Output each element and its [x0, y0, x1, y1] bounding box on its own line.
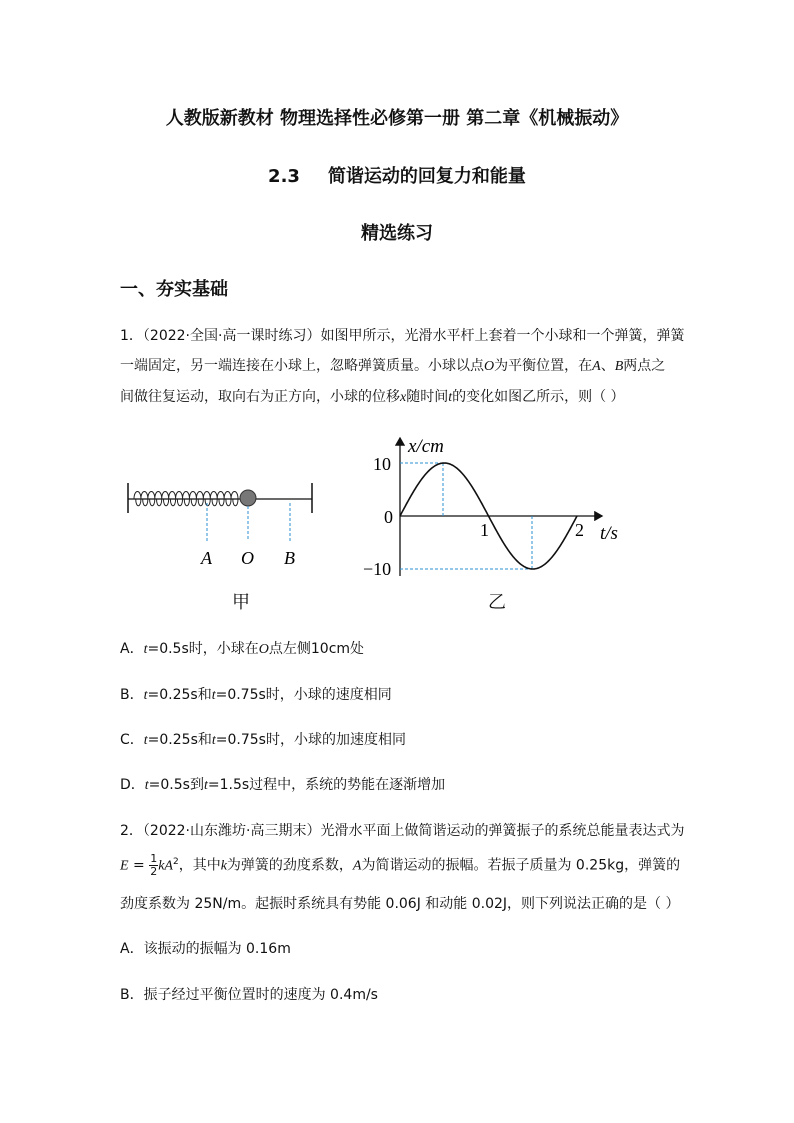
q2-line-2: E = $\frac{1}{2}$ $kA^2$，其中k为弹簧的劲度系数，A为简谐运动的振幅。若振子质量为 0.25kg，弹簧的 — [120, 852, 681, 878]
label-A: A — [201, 548, 212, 568]
q1-option-c: C．t=0.25s和t=0.75s时，小球的加速度相同 — [120, 732, 406, 748]
q1-line-2: 一端固定，另一端连接在小球上，忽略弹簧质量。小球以点O为平衡位置，在A、B两点之 — [120, 358, 666, 374]
label-O: O — [241, 548, 254, 568]
q2-line-3: 劲度系数为 25N/m。起振时系统具有势能 0.06J 和动能 0.02J，则下列说法正确的是（ ） — [120, 896, 680, 912]
q2-line-1: 2．（2022·山东潍坊·高三期末）光滑水平面上做简谐运动的弹簧振子的系统总能量表达式为 — [120, 823, 685, 839]
tick-10: 10 — [373, 454, 391, 474]
section-number: 2.3 — [268, 166, 300, 187]
section-title: 简谐运动的回复力和能量 — [327, 166, 526, 187]
y-axis-label: x/cm — [408, 436, 444, 457]
figure-displacement-graph — [340, 428, 640, 583]
ball — [240, 490, 256, 506]
subtitle: 精选练习 — [361, 223, 433, 244]
tick-neg10: −10 — [363, 559, 392, 579]
tick-2: 2 — [575, 520, 584, 540]
tick-0: 0 — [384, 507, 393, 527]
tick-1: 1 — [480, 520, 489, 540]
label-B: B — [284, 548, 295, 568]
part-heading: 一、夯实基础 — [120, 279, 228, 300]
q2-option-b: B．振子经过平衡位置时的速度为 0.4m/s — [120, 987, 378, 1003]
q2-option-a: A．该振动的振幅为 0.16m — [120, 941, 291, 957]
figure-caption-yi: 乙 — [488, 592, 506, 612]
x-axis-label: t/s — [600, 523, 618, 544]
figure-spring-oscillator — [120, 475, 330, 575]
q1-line-1: 1．（2022·全国·高一课时练习）如图甲所示，光滑水平杆上套着一个小球和一个弹簧，弹簧 — [120, 328, 685, 344]
document-title: 人教版新教材 物理选择性必修第一册 第二章《机械振动》 — [165, 108, 629, 129]
q1-option-d: D．t=0.5s到t=1.5s过程中，系统的势能在逐渐增加 — [120, 777, 446, 793]
q1-option-b: B．t=0.25s和t=0.75s时，小球的速度相同 — [120, 687, 392, 703]
q1-option-a: A．t=0.5s时，小球在O点左侧10cm处 — [120, 641, 365, 657]
formula-E: E — [120, 858, 129, 874]
q1-line-3: 间做往复运动，取向右为正方向，小球的位移x随时间t的变化如图乙所示，则（ ） — [120, 389, 625, 405]
formula-fraction: $\frac{1}{2}$ — [150, 852, 158, 878]
figure-caption-jia: 甲 — [232, 592, 250, 612]
section-heading — [0, 162, 794, 188]
